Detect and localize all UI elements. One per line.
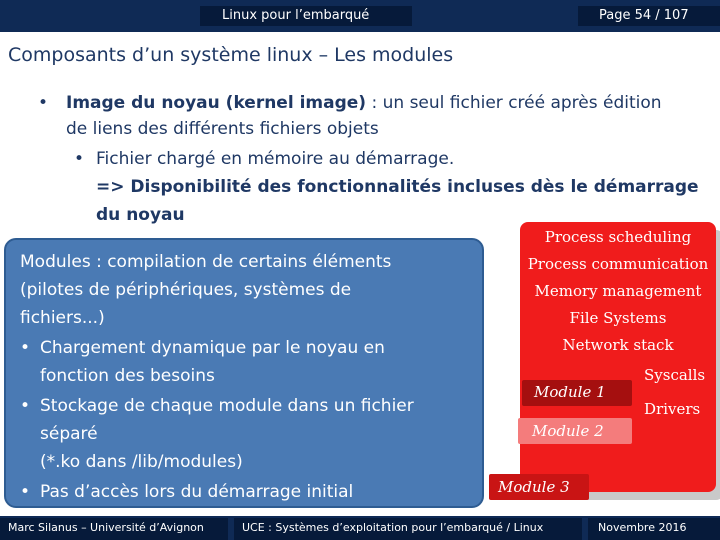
page-number: Page 54 / 107 — [599, 8, 689, 23]
panel-item-1-line1: Chargement dynamique par le noyau en — [40, 338, 385, 358]
module-1-label: Module 1 — [534, 383, 606, 401]
sub-bullet-line1: Fichier chargé en mémoire au démarrage. — [96, 149, 455, 169]
module-3-label: Module 3 — [498, 478, 570, 496]
kernel-item: Process scheduling — [544, 228, 692, 246]
drivers-label: Drivers — [644, 400, 701, 418]
header-title: Linux pour l’embarqué — [222, 8, 370, 23]
panel-item-1-line2: fonction des besoins — [40, 366, 215, 386]
panel-item-2-line3: (*.ko dans /lib/modules) — [40, 452, 243, 472]
kernel-item: File Systems — [569, 309, 667, 327]
module-2-label: Module 2 — [532, 422, 604, 440]
panel-item-2-line1: Stockage de chaque module dans un fichier — [40, 396, 414, 416]
panel-line1: Modules : compilation de certains éléments — [20, 252, 392, 272]
footer-course: UCE : Systèmes d’exploitation pour l’embarqué / Linux — [242, 521, 544, 534]
bullet-1-bold: Image du noyau (kernel image) — [66, 93, 367, 113]
kernel-item: Process communication — [527, 255, 709, 273]
slide-title: Composants d’un système linux – Les modules — [8, 44, 454, 66]
footer-author: Marc Silanus – Université d’Avignon — [8, 521, 204, 534]
panel-item-2-line2: séparé — [40, 424, 98, 444]
sub-bullet-line2: => Disponibilité des fonctionnalités incluses dès le démarrage — [96, 177, 699, 197]
panel-bullet: • — [20, 482, 31, 502]
footer-date: Novembre 2016 — [598, 521, 687, 534]
bullet-marker: • — [38, 93, 49, 113]
panel-bullet: • — [20, 338, 31, 358]
panel-bullet: • — [20, 396, 31, 416]
kernel-item: Memory management — [534, 282, 702, 300]
bullet-1-line2: de liens des différents fichiers objets — [66, 119, 379, 139]
panel-line3: fichiers...) — [20, 308, 105, 328]
sub-bullet-line3: du noyau — [96, 205, 185, 225]
syscalls-label: Syscalls — [644, 366, 706, 384]
sub-bullet-marker: • — [74, 149, 85, 169]
kernel-item: Network stack — [562, 336, 674, 354]
bullet-1-line1 — [66, 90, 662, 116]
panel-item-3-line1: Pas d’accès lors du démarrage initial — [40, 482, 354, 502]
panel-line2: (pilotes de périphériques, systèmes de — [20, 280, 352, 300]
bullet-1-rest: : un seul fichier créé après édition — [366, 93, 662, 113]
